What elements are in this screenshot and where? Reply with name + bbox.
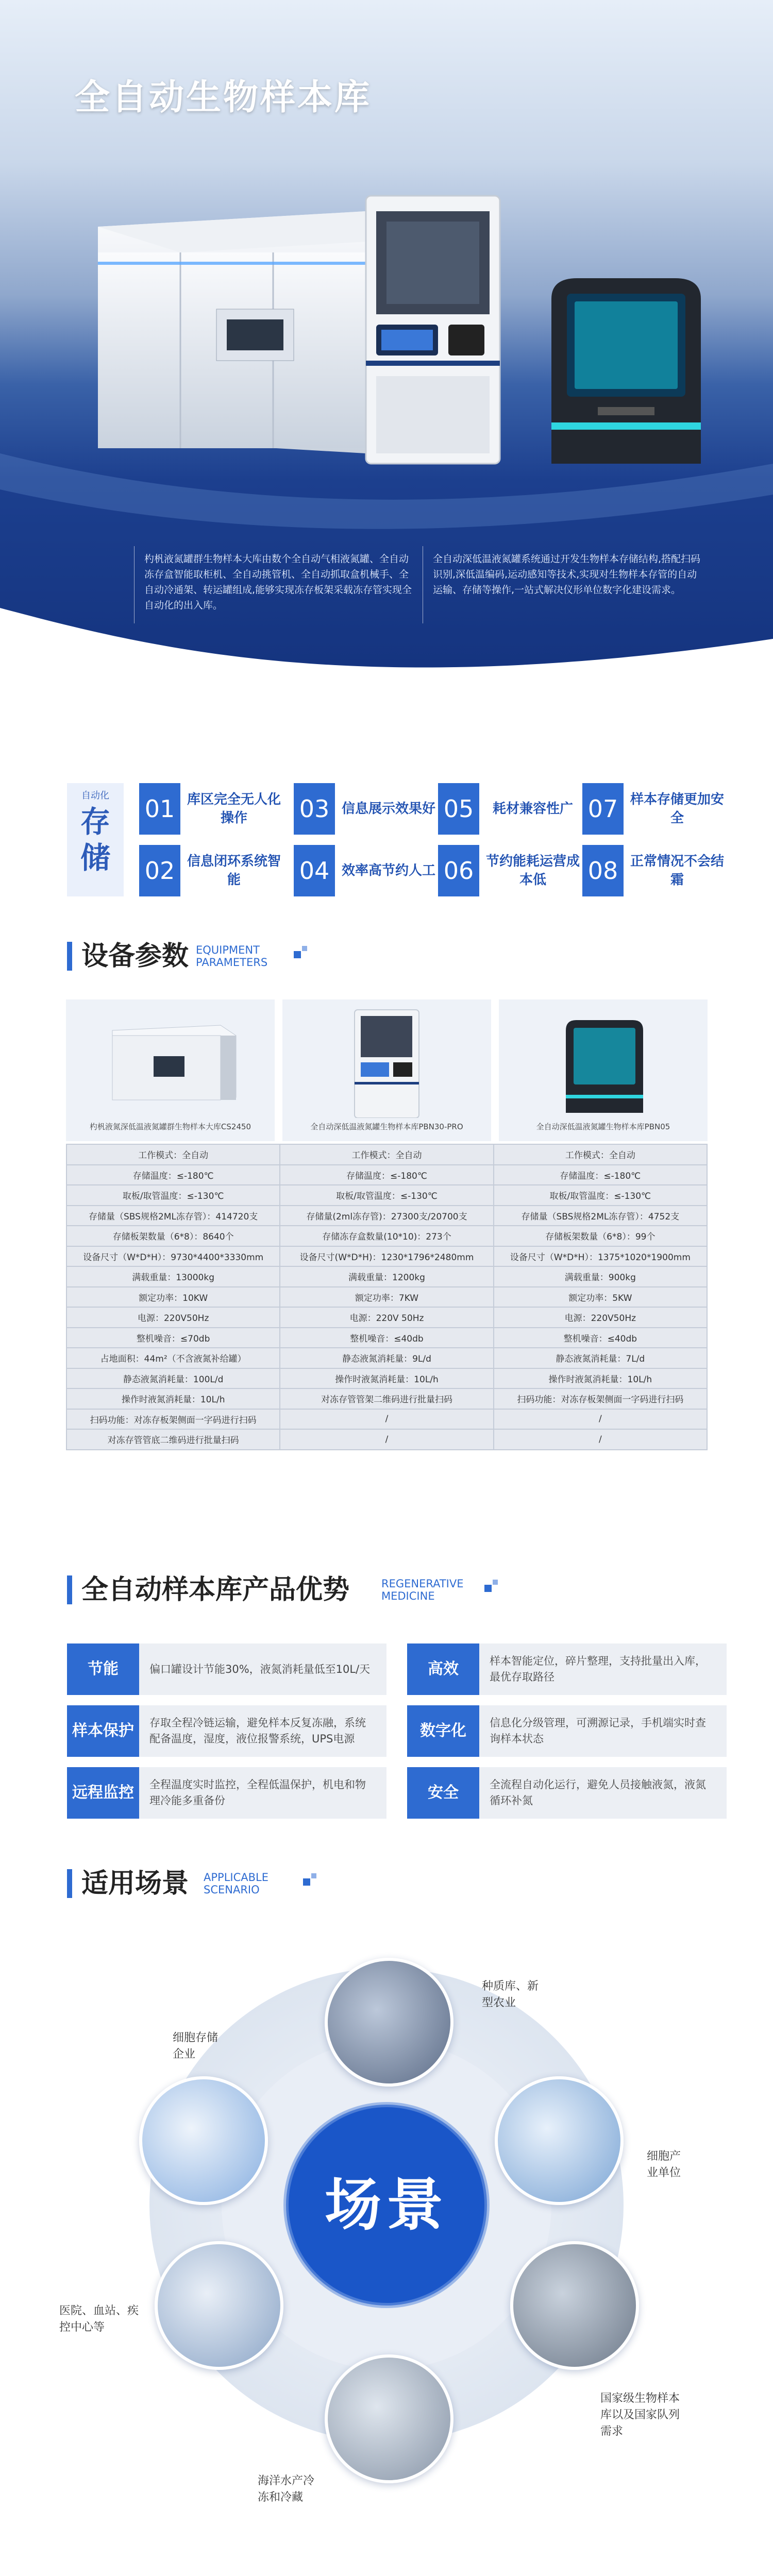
feature-text: 正常情况不会结霜 <box>630 854 724 888</box>
table-cell: 存储温度：≤-180℃ <box>66 1165 280 1185</box>
scene-photo-marine-cold-storage <box>325 2354 453 2483</box>
advantage-label: 节能 <box>67 1643 139 1695</box>
feature-number: 08 <box>582 845 624 896</box>
scene-photo-seed-bank <box>325 1958 453 2087</box>
feature-item <box>139 783 283 835</box>
product-caption: 全自动深低温液氮罐生物样本库PBN05 <box>536 1122 670 1131</box>
table-cell: 取板/取管温度：≤-130℃ <box>494 1185 707 1206</box>
table-cell: 存储温度：≤-180℃ <box>494 1165 707 1185</box>
product-image-cs2450 <box>66 999 275 1118</box>
hero-description-left: 杓杋液氮罐群生物样本大库由数个全自动气相液氮罐、全自动冻存盒智能取柜机、全自动挑管机、全自动抓取盒机械手、全自动冷通架、转运罐组成,能够实现冻存板架采载冻存管实现全自动化的出入库。 <box>144 553 412 611</box>
table-cell: 电源：220V50Hz <box>66 1307 280 1328</box>
table-cell: 设备尺寸（W*D*H）：9730*4400*3330mm <box>66 1246 280 1267</box>
section-bar <box>67 942 72 971</box>
product-caption: 全自动深低温液氮罐生物样本库PBN30-PRO <box>310 1122 463 1131</box>
feature-tag-small: 自动化 <box>81 790 109 801</box>
table-cell: 扫码功能：对冻存板架侧面一字码进行扫码 <box>66 1409 280 1430</box>
pbn05-unit-illustration <box>536 268 706 474</box>
table-cell: 扫码功能：对冻存板架侧面一字码进行扫码 <box>494 1388 707 1409</box>
table-cell: 电源：220V50Hz <box>494 1307 707 1328</box>
table-cell: / <box>280 1409 493 1430</box>
table-row <box>66 1348 707 1368</box>
parameter-table <box>66 1144 708 1450</box>
feature-text: 库区完全无人化操作 <box>187 792 281 826</box>
feature-item <box>294 783 438 835</box>
advantage-label: 高效 <box>407 1643 479 1695</box>
feature-tag-big: 存储 <box>80 804 110 875</box>
advantage-text: 存取全程冷链运输，避免样本反复冻融，系统配备温度，湿度，液位报警系统，UPS电源 <box>149 1717 366 1745</box>
product-card <box>282 999 491 1141</box>
feature-number: 06 <box>438 845 479 896</box>
table-cell: 存储量(2ml冻存管)：27300支/20700支 <box>280 1206 493 1226</box>
table-cell: 静态液氮消耗量：9L/d <box>280 1348 493 1368</box>
product-image-pbn30 <box>282 999 491 1118</box>
feature-number: 07 <box>582 783 624 835</box>
table-row <box>66 1368 707 1389</box>
scene-label: 种质库、新型农业 <box>482 1980 539 2009</box>
table-row <box>66 1246 707 1267</box>
advantage-item <box>407 1767 727 1819</box>
table-cell: 操作时液氮消耗量：10L/h <box>66 1388 280 1409</box>
section-square-small <box>311 1873 316 1878</box>
table-cell: 满载重量：1200kg <box>280 1266 493 1287</box>
feature-item <box>438 783 582 835</box>
scene-photo-cell-storage <box>139 2076 268 2205</box>
advantage-item <box>67 1767 386 1819</box>
product-card <box>66 999 275 1141</box>
table-cell: 满载重量：900kg <box>494 1266 707 1287</box>
table-cell: 静态液氮消耗量：7L/d <box>494 1348 707 1368</box>
table-row <box>66 1429 707 1450</box>
section-square <box>303 1878 310 1886</box>
table-cell: 存储量（SBS规格2ML冻存管）：4752支 <box>494 1206 707 1226</box>
table-cell: 占地面积：44m²（不含液氮补给罐） <box>66 1348 280 1368</box>
scene-label: 国家级生物样本库以及国家队列需求 <box>600 2392 680 2438</box>
feature-number: 05 <box>438 783 479 835</box>
scene-label: 海洋水产冷冻和冷藏 <box>258 2475 315 2504</box>
advantage-item <box>407 1643 727 1695</box>
table-cell: 整机噪音：≤70db <box>66 1328 280 1348</box>
section-header-params <box>67 938 376 979</box>
feature-item <box>582 783 727 835</box>
table-row <box>66 1266 707 1287</box>
advantage-label: 远程监控 <box>67 1767 139 1819</box>
table-cell: 额定功率：7KW <box>280 1287 493 1308</box>
product-card <box>499 999 708 1141</box>
section-header-advantages <box>67 1571 582 1613</box>
table-cell: / <box>494 1429 707 1450</box>
table-cell: 设备尺寸（W*D*H）：1375*1020*1900mm <box>494 1246 707 1267</box>
table-cell: 工作模式：全自动 <box>494 1144 707 1165</box>
table-cell: 取板/取管温度：≤-130℃ <box>66 1185 280 1206</box>
table-cell: / <box>494 1409 707 1430</box>
table-row <box>66 1388 707 1409</box>
scene-photo-cell-industry <box>495 2076 624 2205</box>
advantage-label: 数字化 <box>407 1705 479 1757</box>
section-square <box>294 951 301 958</box>
table-cell: 存储板架数量（6*8）：99个 <box>494 1226 707 1246</box>
table-cell: 工作模式：全自动 <box>280 1144 493 1165</box>
table-cell: 存储温度：≤-180℃ <box>280 1165 493 1185</box>
features-section <box>0 783 773 907</box>
feature-text: 信息展示效果好 <box>341 801 435 817</box>
feature-item <box>139 845 283 896</box>
product-caption: 杓杋液氮深低温液氮罐群生物样本大库CS2450 <box>89 1122 251 1131</box>
section-subtitle: APPLICABLE SCENARIO <box>204 1871 268 1896</box>
table-cell: 静态液氮消耗量：100L/d <box>66 1368 280 1389</box>
section-square-small <box>493 1580 498 1585</box>
advantage-item <box>67 1705 386 1757</box>
feature-text: 节约能耗运营成本低 <box>485 854 580 888</box>
table-cell: 操作时液氮消耗量：10L/h <box>494 1368 707 1389</box>
section-subtitle: REGENERATIVE MEDICINE <box>381 1578 464 1602</box>
section-title: 设备参数 <box>81 941 189 972</box>
feature-number: 02 <box>139 845 180 896</box>
advantage-label: 安全 <box>407 1767 479 1819</box>
scenario-center-label: 场景 <box>325 2172 448 2238</box>
table-row <box>66 1185 707 1206</box>
section-title: 适用场景 <box>81 1868 189 1899</box>
feature-text: 效率高节约人工 <box>341 863 435 878</box>
table-row <box>66 1226 707 1246</box>
advantage-label: 样本保护 <box>67 1705 139 1757</box>
advantage-text: 全流程自动化运行，避免人员接触液氮，液氮循环补氮 <box>490 1778 706 1807</box>
table-cell: 取板/取管温度：≤-130℃ <box>280 1185 493 1206</box>
table-cell: 整机噪音：≤40db <box>494 1328 707 1348</box>
product-image-pbn05 <box>499 999 708 1118</box>
section-square <box>484 1585 492 1592</box>
table-cell: 额定功率：5KW <box>494 1287 707 1308</box>
scenario-diagram <box>0 1942 773 2509</box>
section-bar <box>67 1575 72 1604</box>
table-cell: 操作时液氮消耗量：10L/h <box>280 1368 493 1389</box>
feature-number: 01 <box>139 783 180 835</box>
table-cell: 对冻存管管底二维码进行批量扫码 <box>66 1429 280 1450</box>
advantage-text: 偏口罐设计节能30%，液氮消耗量低至10L/天 <box>149 1663 371 1675</box>
section-subtitle: EQUIPMENT PARAMETERS <box>196 944 268 969</box>
feature-text: 耗材兼容性广 <box>492 801 573 817</box>
scene-photo-national-biobank <box>510 2241 639 2370</box>
table-cell: 额定功率：10KW <box>66 1287 280 1308</box>
pbn30-unit-illustration <box>356 185 510 474</box>
table-row <box>66 1328 707 1348</box>
feature-item <box>438 845 582 896</box>
scene-label: 医院、血站、疾控中心等 <box>59 2304 139 2334</box>
advantage-text: 样本智能定位，碎片整理，支持批量出入库，最优存取路径 <box>490 1655 706 1683</box>
feature-number: 03 <box>294 783 335 835</box>
feature-number: 04 <box>294 845 335 896</box>
desc-divider-left <box>134 546 135 623</box>
table-cell: 存储板架数量（6*8）：8640个 <box>66 1226 280 1246</box>
table-cell: 工作模式：全自动 <box>66 1144 280 1165</box>
page-title: 全自动生物样本库 <box>75 77 372 118</box>
advantage-text: 全程温度实时监控，全程低温保护，机电和物理冷能多重备份 <box>149 1778 366 1807</box>
feature-text: 信息闭环系统智能 <box>187 854 281 888</box>
product-images-row <box>66 999 708 1141</box>
table-row <box>66 1409 707 1430</box>
feature-text: 样本存储更加安全 <box>630 792 724 826</box>
feature-item <box>294 845 438 896</box>
table-cell: 设备尺寸(W*D*H)：1230*1796*2480mm <box>280 1246 493 1267</box>
table-cell: / <box>280 1429 493 1450</box>
table-cell: 满载重量：13000kg <box>66 1266 280 1287</box>
hero-banner <box>0 0 773 739</box>
section-bar <box>67 1869 72 1898</box>
section-title: 全自动样本库产品优势 <box>81 1574 350 1605</box>
advantage-item <box>407 1705 727 1757</box>
table-cell: 存储冻存盒数量(10*10)：273个 <box>280 1226 493 1246</box>
table-cell: 对冻存管管架二维码进行批量扫码 <box>280 1388 493 1409</box>
hero-description-right: 全自动深低温液氮罐系统通过开发生物样本存储结构,搭配扫码识别,深低温编码,运动感知等技术,实现对生物样本存管的自动运输、存储等操作,一站式解决仪形单位数字化建设需求。 <box>433 553 701 596</box>
table-row <box>66 1144 707 1165</box>
table-row <box>66 1206 707 1226</box>
section-header-scenes <box>67 1865 428 1906</box>
advantage-item <box>67 1643 386 1695</box>
feature-item <box>582 845 727 896</box>
advantage-text: 信息化分级管理，可溯源记录，手机端实时查询样本状态 <box>490 1717 706 1745</box>
scene-label: 细胞产业单位 <box>647 2150 681 2179</box>
section-square-small <box>302 946 307 951</box>
table-cell: 整机噪音：≤40db <box>280 1328 493 1348</box>
table-row <box>66 1165 707 1185</box>
table-row <box>66 1287 707 1308</box>
scene-photo-hospital <box>155 2241 283 2370</box>
table-cell: 电源：220V 50Hz <box>280 1307 493 1328</box>
table-row <box>66 1307 707 1328</box>
scene-label: 细胞存储企业 <box>173 2031 219 2061</box>
table-cell: 存储量（SBS规格2ML冻存管）：414720支 <box>66 1206 280 1226</box>
